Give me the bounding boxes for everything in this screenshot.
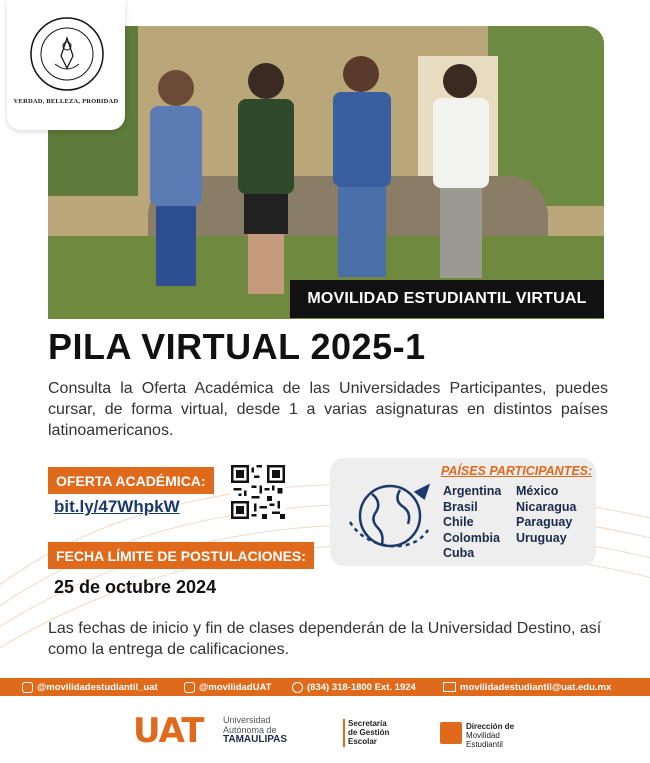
country-item: Chile — [443, 515, 474, 529]
country-item: Brasil — [443, 499, 478, 514]
fecha-label: FECHA LÍMITE DE POSTULACIONES: — [48, 542, 314, 569]
uat-logo-text: Universidad Autónoma de TAMAULIPAS — [223, 715, 288, 745]
instagram-contact[interactable]: @movilidadestudiantil_uat — [22, 682, 158, 693]
instagram-icon — [22, 682, 33, 693]
secretaria-logo: Secretaría de Gestión Escolar — [348, 719, 390, 746]
closing-text: Las fechas de inicio y fin de clases dependerán de la Universidad Destino, así como la entrega de calificaciones. — [48, 620, 602, 658]
oferta-label: OFERTA ACADÉMICA: — [48, 467, 214, 494]
secretaria-logo-bar — [343, 719, 345, 747]
movilidad-logo: Dirección de Movilidad Estudiantil — [466, 722, 515, 749]
phone-icon — [292, 682, 303, 693]
contact-footer — [0, 678, 650, 696]
countries-col-2 — [516, 484, 576, 546]
intro-text: Consulta la Oferta Académica de las Universidades Participantes, puedes cursar, de forma virtual, desde 1 a varias asignaturas en distintos países latinoamericanos. — [48, 380, 608, 439]
university-seal-card — [7, 0, 125, 130]
phone-contact[interactable]: (834) 318-1800 Ext. 1924 — [292, 682, 416, 693]
university-motto: VERDAD, BELLEZA, PROBIDAD — [13, 98, 119, 105]
hero-photo — [48, 26, 604, 319]
oferta-link[interactable]: bit.ly/47WhpkW — [54, 497, 180, 516]
program-banner: MOVILIDAD ESTUDIANTIL VIRTUAL — [290, 280, 604, 318]
country-item: Uruguay — [516, 530, 567, 545]
page-title: PILA VIRTUAL 2025-1 — [48, 326, 426, 367]
country-item: México — [516, 484, 559, 498]
facebook-icon — [184, 682, 195, 693]
country-item: Paraguay — [516, 515, 573, 529]
mail-icon — [443, 682, 456, 692]
countries-col-1 — [443, 484, 501, 562]
email-contact[interactable]: movilidadestudiantil@uat.edu.mx — [443, 682, 611, 693]
qr-code-icon[interactable] — [231, 465, 285, 519]
country-item: Colombia — [443, 530, 500, 545]
university-seal-icon — [29, 16, 105, 92]
country-item: Nicaragua — [516, 499, 577, 514]
country-item: Cuba — [443, 546, 475, 560]
deadline-date: 25 de octubre 2024 — [54, 577, 217, 597]
countries-title: PAÍSES PARTICIPANTES: — [441, 464, 593, 478]
facebook-contact[interactable]: @movilidadUAT — [184, 682, 271, 693]
uat-logo: UAT — [133, 711, 204, 751]
movilidad-logo-icon — [440, 722, 462, 744]
globe-plane-icon — [342, 472, 432, 558]
country-item: Argentina — [443, 484, 502, 498]
